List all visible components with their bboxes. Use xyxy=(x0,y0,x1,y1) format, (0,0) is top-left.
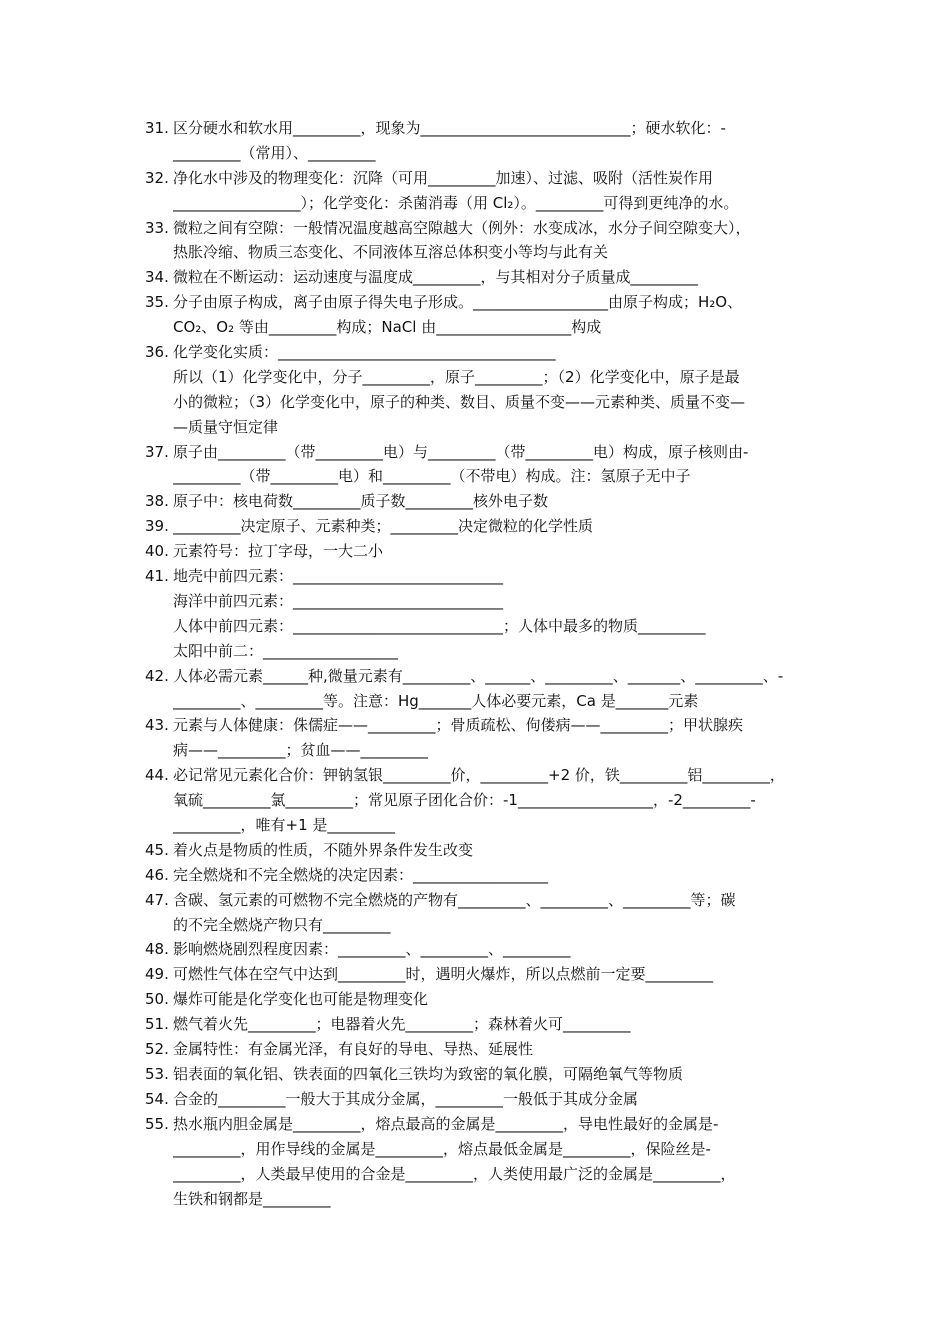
item-text xyxy=(173,888,810,938)
list-item xyxy=(145,713,810,763)
item-line: 区分硬水和软水用_________，现象为____________________________；硬水软化：- xyxy=(173,119,726,137)
item-number: 39. xyxy=(145,517,169,536)
list-item xyxy=(145,340,810,440)
list-item xyxy=(145,838,810,863)
item-text xyxy=(173,1087,810,1112)
item-line: 的不完全燃烧产物只有_________ xyxy=(173,915,391,934)
item-text xyxy=(173,166,810,216)
item-text xyxy=(173,962,810,987)
item-line: 化学变化实质：_____________________________________ xyxy=(173,343,556,362)
item-line: 微粒之间有空隙：一般情况温度越高空隙越大（例外：水变成冰，水分子间空隙变大）， xyxy=(173,218,751,237)
item-line: _________（带_________电）和_________（不带电）构成。注：氢原子无中子 xyxy=(173,467,691,486)
item-line: 小的微粒；（3）化学变化中，原子的种类、数目、质量不变——元素种类、质量不变— xyxy=(173,392,746,411)
item-text xyxy=(173,489,810,514)
item-text xyxy=(173,937,810,962)
item-line: 人体中前四元素：____________________________；人体中最多的物质_________ xyxy=(173,616,706,635)
item-line: 含碳、氢元素的可燃物不完全燃烧的产物有_________、_________、_________等；碳 xyxy=(173,890,736,909)
item-number: 46. xyxy=(145,865,169,884)
item-number: 47. xyxy=(145,890,169,909)
item-line: —质量守恒定律 xyxy=(173,417,279,436)
item-number: 34. xyxy=(145,268,169,287)
list-item xyxy=(145,1012,810,1037)
item-line: _________，唯有+1 是_________ xyxy=(173,816,395,834)
item-line: 金属特性：有金属光泽，有良好的导电、导热、延展性 xyxy=(173,1040,534,1059)
item-text xyxy=(173,1012,810,1037)
list-item xyxy=(145,564,810,664)
item-line: 铝表面的氧化铝、铁表面的四氧化三铁均为致密的氧化膜，可隔绝氧气等物质 xyxy=(173,1065,684,1084)
item-number: 52. xyxy=(145,1040,169,1059)
item-text xyxy=(173,838,810,863)
list-item xyxy=(145,440,810,490)
item-text xyxy=(173,265,810,290)
item-line: 海洋中前四元素：____________________________ xyxy=(173,591,504,610)
item-text xyxy=(173,1037,810,1062)
list-item xyxy=(145,664,810,714)
question-list xyxy=(145,116,810,1211)
item-number: 43. xyxy=(145,716,169,735)
item-number: 35. xyxy=(145,293,169,312)
item-line: 人体必需元素______种,微量元素有_________、______、_________、_______、_________、- xyxy=(173,666,784,685)
item-line: 所以（1）化学变化中，分子_________，原子_________；（2）化学变化中，原子是最 xyxy=(173,367,740,386)
item-line: 爆炸可能是化学变化也可能是物理变化 xyxy=(173,990,429,1009)
list-item xyxy=(145,539,810,564)
item-number: 54. xyxy=(145,1089,169,1108)
item-line: 氧硫_________氯_________；常见原子团化合价：-1__________________，-2_________- xyxy=(173,791,756,810)
list-item xyxy=(145,937,810,962)
item-line: _________，人类最早使用的合金是_________，人类使用最广泛的金属是_________， xyxy=(173,1164,736,1183)
item-number: 45. xyxy=(145,840,169,859)
item-line: 生铁和钢都是_________ xyxy=(173,1189,331,1208)
list-item xyxy=(145,489,810,514)
item-line: 元素符号：拉丁字母，一大二小 xyxy=(173,542,384,561)
item-line: _________、_________等。注意：Hg_______人体必要元素，Ca 是_______元素 xyxy=(173,691,699,710)
list-item xyxy=(145,265,810,290)
item-text xyxy=(173,713,810,763)
item-text xyxy=(173,763,810,838)
item-line: 着火点是物质的性质，不随外界条件发生改变 xyxy=(173,840,474,859)
list-item xyxy=(145,962,810,987)
item-number: 48. xyxy=(145,940,169,959)
list-item xyxy=(145,763,810,838)
item-number: 41. xyxy=(145,567,169,586)
item-line: 合金的_________一般大于其成分金属，_________一般低于其成分金属 xyxy=(173,1089,639,1108)
list-item xyxy=(145,1112,810,1212)
item-line: 完全燃烧和不完全燃烧的决定因素：__________________ xyxy=(173,865,549,884)
item-line: 病——_________；贫血——_________ xyxy=(173,741,429,760)
item-number: 36. xyxy=(145,343,169,362)
list-item xyxy=(145,1087,810,1112)
item-number: 42. xyxy=(145,666,169,685)
item-text xyxy=(173,290,810,340)
item-number: 38. xyxy=(145,492,169,511)
item-text xyxy=(173,340,810,440)
item-text xyxy=(173,1062,810,1087)
item-line: 净化水中涉及的物理变化：沉降（可用_________加速）、过滤、吸附（活性炭作用 xyxy=(173,168,714,187)
list-item xyxy=(145,987,810,1012)
list-item xyxy=(145,1037,810,1062)
item-text xyxy=(173,664,810,714)
item-text xyxy=(173,987,810,1012)
item-line: 太阳中前二：__________________ xyxy=(173,641,399,660)
item-line: 地壳中前四元素：____________________________ xyxy=(173,567,504,586)
item-number: 51. xyxy=(145,1015,169,1034)
item-line: 热水瓶内胆金属是_________，熔点最高的金属是_________，导电性最好的金属是- xyxy=(173,1114,719,1133)
item-number: 49. xyxy=(145,965,169,984)
list-item xyxy=(145,514,810,539)
list-item xyxy=(145,166,810,216)
item-text xyxy=(173,440,810,490)
item-number: 55. xyxy=(145,1114,169,1133)
item-line: 可燃性气体在空气中达到_________时，遇明火爆炸，所以点燃前一定要_________ xyxy=(173,965,714,984)
list-item xyxy=(145,290,810,340)
item-number: 40. xyxy=(145,542,169,561)
item-number: 32. xyxy=(145,168,169,187)
item-text xyxy=(173,863,810,888)
item-text xyxy=(173,564,810,664)
item-number: 44. xyxy=(145,766,169,785)
item-text xyxy=(173,1112,810,1212)
list-item xyxy=(145,116,810,166)
item-line: CO₂、O₂ 等由_________构成；NaCl 由__________________构成 xyxy=(173,318,602,337)
item-number: 50. xyxy=(145,990,169,1009)
item-text xyxy=(173,539,810,564)
item-line: _________（常用）、_________ xyxy=(173,143,376,162)
item-line: 分子由原子构成，离子由原子得失电子形成。__________________由原子构成；H₂O、 xyxy=(173,293,743,312)
item-number: 53. xyxy=(145,1065,169,1084)
item-text xyxy=(173,514,810,539)
item-line: 影响燃烧剧烈程度因素：_________、_________、_________ xyxy=(173,940,571,959)
item-line: 燃气着火先_________；电器着火先_________；森林着火可_________ xyxy=(173,1015,631,1034)
list-item xyxy=(145,863,810,888)
item-line: 微粒在不断运动：运动速度与温度成_________，与其相对分子质量成_________ xyxy=(173,268,699,287)
item-text xyxy=(173,116,810,166)
item-number: 31. xyxy=(145,119,169,137)
item-number: 37. xyxy=(145,442,169,461)
item-line: 原子由_________（带_________电）与_________（带_________电）构成，原子核则由- xyxy=(173,442,749,461)
item-line: _________决定原子、元素种类；_________决定微粒的化学性质 xyxy=(173,517,594,536)
item-text xyxy=(173,216,810,266)
item-line: _________________）；化学变化：杀菌消毒（用 Cl₂）。_________可得到更纯净的水。 xyxy=(173,193,739,212)
item-line: _________，用作导线的金属是_________，熔点最低金属是_________，保险丝是- xyxy=(173,1139,711,1158)
item-line: 元素与人体健康：侏儒症——_________；骨质疏松、佝偻病——_________；甲状腺疾 xyxy=(173,716,744,735)
item-line: 原子中：核电荷数_________质子数_________核外电子数 xyxy=(173,492,549,511)
item-number: 33. xyxy=(145,218,169,237)
item-line: 必记常见元素化合价：钾钠氢银_________价，_________+2 价，铁_________铝_________， xyxy=(173,766,785,785)
item-line: 热胀冷缩、物质三态变化、不同液体互溶总体积变小等均与此有关 xyxy=(173,243,609,262)
list-item xyxy=(145,216,810,266)
list-item xyxy=(145,888,810,938)
list-item xyxy=(145,1062,810,1087)
